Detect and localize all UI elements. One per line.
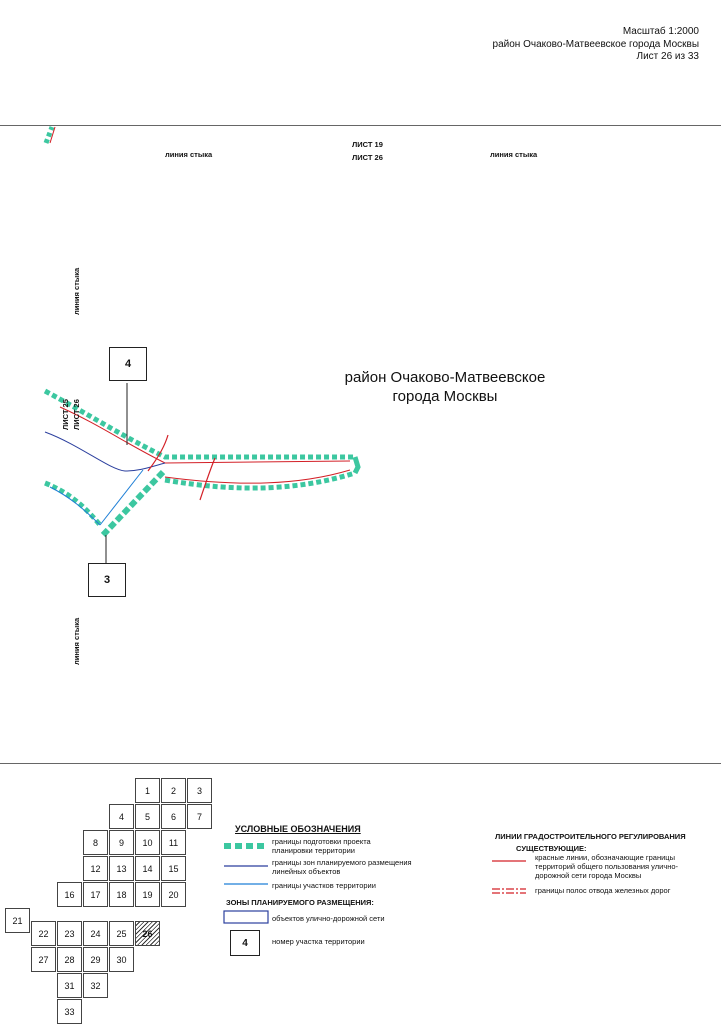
legend-right-title: ЛИНИИ ГРАДОСТРОИТЕЛЬНОГО РЕГУЛИРОВАНИЯ: [495, 832, 686, 841]
legend-street-zone-symbol: [224, 911, 268, 923]
join-line-label-vertical: линия стыка: [72, 617, 81, 665]
legend-item-street-zone: объектов улично-дорожной сети: [272, 914, 385, 923]
grid-cell: 15: [161, 856, 186, 881]
grid-cell: 1: [135, 778, 160, 803]
grid-cell: 6: [161, 804, 186, 829]
grid-cell: 8: [83, 830, 108, 855]
scale-label: Масштаб 1:2000: [622, 26, 699, 37]
grid-cell: 12: [83, 856, 108, 881]
plot-number-box: 4: [109, 347, 147, 381]
grid-cell: 32: [83, 973, 108, 998]
grid-cell: 19: [135, 882, 160, 907]
join-line-label: линия стыка: [165, 150, 213, 159]
grid-cell: 11: [161, 830, 186, 855]
grid-cell: 16: [57, 882, 82, 907]
grid-cell: 31: [57, 973, 82, 998]
plot-number-box: 3: [88, 563, 126, 597]
grid-cell: 25: [109, 921, 134, 946]
district-title: [300, 368, 590, 406]
join-line-label-vertical: линия стыка: [72, 267, 81, 315]
grid-cell-current: 26: [135, 921, 160, 946]
map-frame-bottom: [0, 763, 721, 764]
grid-cell: 28: [57, 947, 82, 972]
sheet-current-label: ЛИСТ 26: [352, 153, 383, 162]
map-canvas: [0, 125, 721, 763]
grid-cell: 24: [83, 921, 108, 946]
grid-cell: 29: [83, 947, 108, 972]
grid-cell: 18: [109, 882, 134, 907]
legend-item-plot-number: номер участка территории: [272, 937, 365, 946]
district-title-line2: города Москвы: [392, 388, 498, 405]
sheet-top-label: ЛИСТ 19: [352, 140, 383, 149]
grid-cell: 4: [109, 804, 134, 829]
grid-cell: 13: [109, 856, 134, 881]
sheet-header: [493, 26, 699, 64]
sheet-number: Лист 26 из 33: [636, 51, 699, 62]
legend-item-rail-boundary: границы полос отвода железных дорог: [535, 886, 671, 895]
district-title-line1: район Очаково-Матвеевское: [344, 369, 546, 386]
sheet-index-grid: [0, 770, 230, 1020]
grid-cell: 23: [57, 921, 82, 946]
grid-cell: 17: [83, 882, 108, 907]
planning-boundary-diagonal: [103, 470, 165, 535]
legend-plot-number-symbol: 4: [230, 930, 260, 956]
grid-cell: 9: [109, 830, 134, 855]
legend-item-zone-boundary: границы зон планируемого размещения линейных объектов: [272, 858, 412, 876]
grid-cell: 33: [57, 999, 82, 1024]
sheet-left-label: ЛИСТ 26: [72, 399, 81, 430]
district-label: район Очаково-Матвеевское города Москвы: [492, 38, 699, 50]
legend-right-symbols: [490, 855, 530, 900]
legend-item-plot-boundary: границы участков территории: [272, 881, 376, 890]
grid-cell: 10: [135, 830, 160, 855]
sheet-left-label: ЛИСТ 25: [61, 399, 70, 430]
grid-cell: 20: [161, 882, 186, 907]
planning-boundary-left: [45, 483, 100, 525]
planning-boundary-end: [355, 457, 358, 473]
red-line-lower: [165, 470, 350, 483]
join-line-label: линия стыка: [490, 150, 538, 159]
legend-zones-title: ЗОНЫ ПЛАНИРУЕМОГО РАЗМЕЩЕНИЯ:: [226, 898, 374, 907]
grid-cell: 5: [135, 804, 160, 829]
grid-cell: 7: [187, 804, 212, 829]
zone-boundary-line: [45, 432, 165, 471]
red-tick: [200, 458, 215, 500]
legend-right-subtitle: СУЩЕСТВУЮЩИЕ:: [516, 844, 587, 853]
legend-item-planning-boundary: границы подготовки проекта планировки территории: [272, 837, 371, 855]
grid-cell: 22: [31, 921, 56, 946]
grid-cell: 14: [135, 856, 160, 881]
grid-cell: 3: [187, 778, 212, 803]
grid-cell: 30: [109, 947, 134, 972]
grid-cell: 2: [161, 778, 186, 803]
grid-cell: 27: [31, 947, 56, 972]
grid-cell: 21: [5, 908, 30, 933]
legend-item-red-lines: красные линии, обозначающие границы территорий общего пользования улично-дорожной сети города Москвы: [535, 853, 679, 880]
legend-title: УСЛОВНЫЕ ОБОЗНАЧЕНИЯ: [235, 824, 361, 834]
